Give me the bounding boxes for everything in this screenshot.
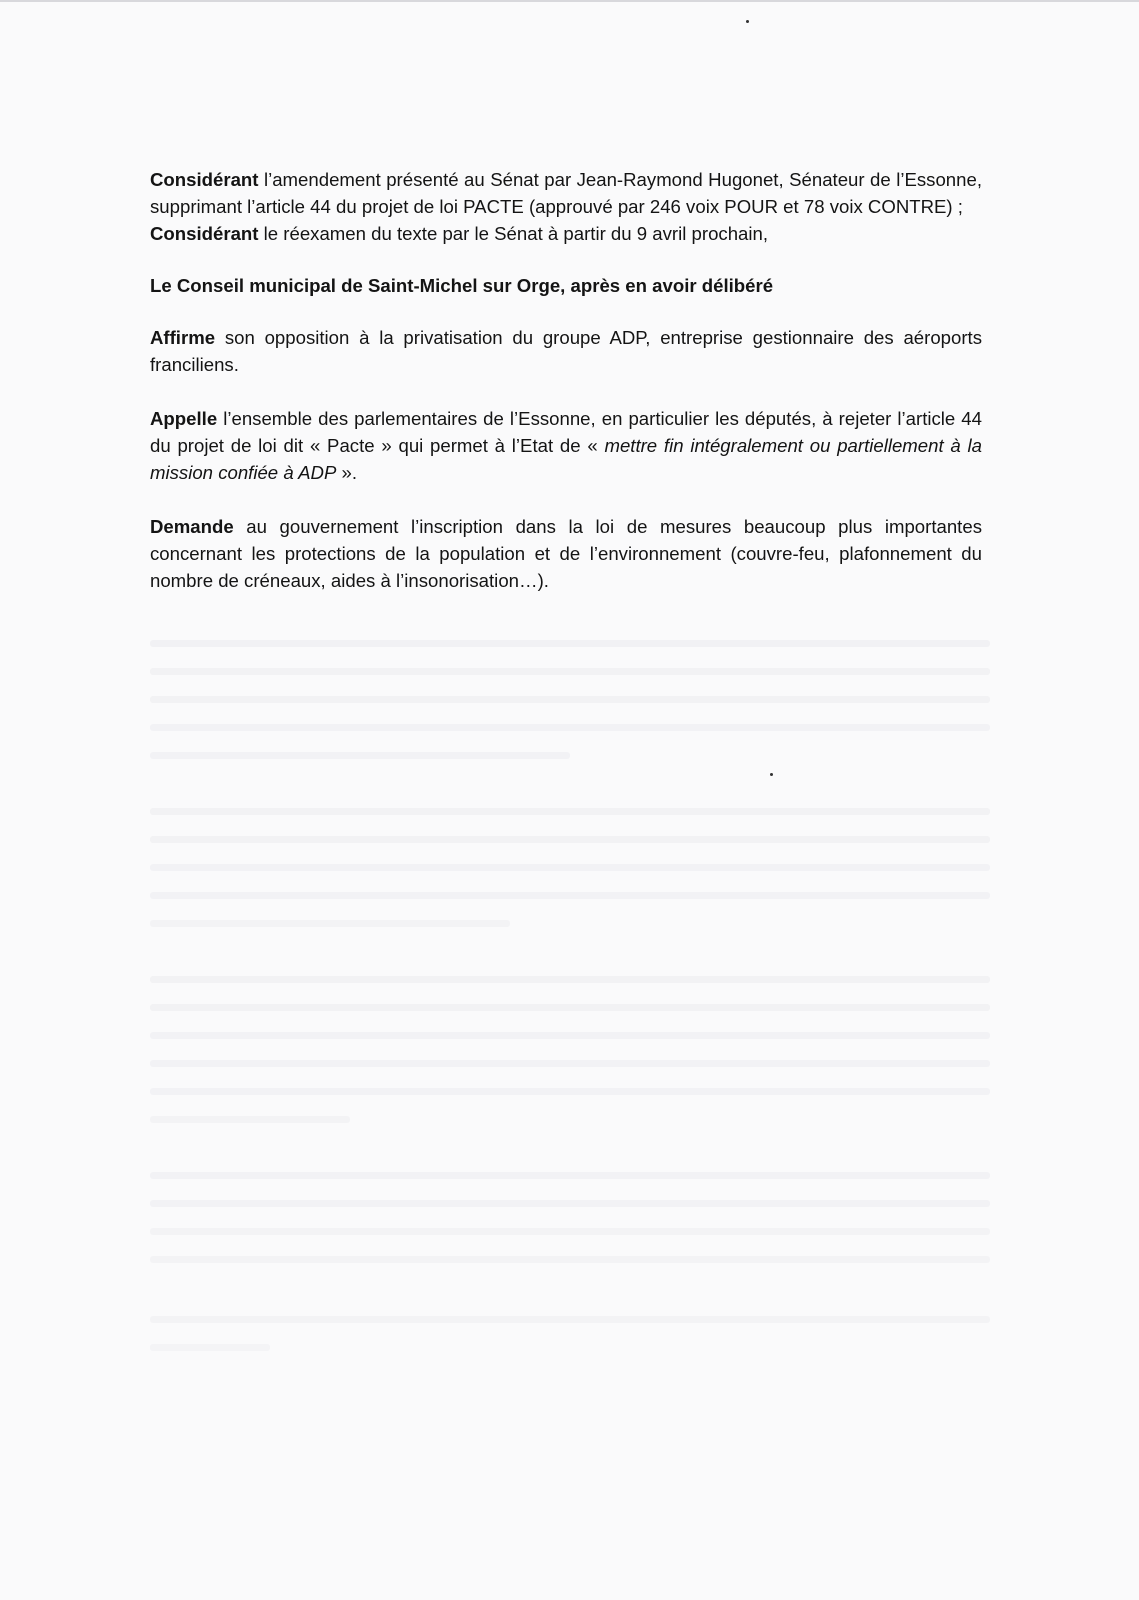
- document-body: [150, 166, 982, 594]
- paragraph-appelle: [150, 405, 982, 486]
- paragraph-text: son opposition à la privatisation du groupe ADP, entreprise gestionnaire des aéroports franciliens.: [150, 327, 982, 375]
- paragraph-text: au gouvernement l’inscription dans la loi de mesures beaucoup plus importantes concernant les protections de la population et de l’environnement (couvre-feu, plafonnement du nombre de créneaux, aides à l’insonorisation…).: [150, 516, 982, 591]
- keyword: Affirme: [150, 327, 216, 348]
- paragraph-considerant-1: [150, 166, 982, 220]
- keyword: Considérant: [150, 169, 259, 190]
- paragraph-text: ».: [336, 462, 358, 483]
- paragraph-considerant-2: [150, 220, 982, 247]
- resolution-heading: Le Conseil municipal de Saint-Michel sur Orge, après en avoir délibéré: [150, 275, 774, 296]
- paragraph-text: le réexamen du texte par le Sénat à partir du 9 avril prochain,: [258, 223, 769, 244]
- paragraph-demande: [150, 513, 982, 594]
- keyword: Considérant: [150, 223, 259, 244]
- scan-edge: [0, 0, 1139, 2]
- scan-speck: [746, 20, 749, 23]
- keyword: Demande: [150, 516, 234, 537]
- paragraph-text: l’ensemble des parlementaires de l’Essonne, en particulier les députés, à rejeter l’article 44 du projet de loi dit « Pacte » qui permet à l’Etat de «: [150, 408, 982, 456]
- scan-speck: [770, 773, 773, 776]
- quoted-text: mettre fin intégralement ou partiellement à la mission confiée à ADP: [150, 435, 982, 483]
- paragraph-text: l’amendement présenté au Sénat par Jean-Raymond Hugonet, Sénateur de l’Essonne, supprimant l’article 44 du projet de loi PACTE (approuvé par 246 voix POUR et 78 voix CONTRE) ;: [150, 169, 982, 217]
- keyword: Appelle: [150, 408, 218, 429]
- paragraph-affirme: [150, 324, 982, 378]
